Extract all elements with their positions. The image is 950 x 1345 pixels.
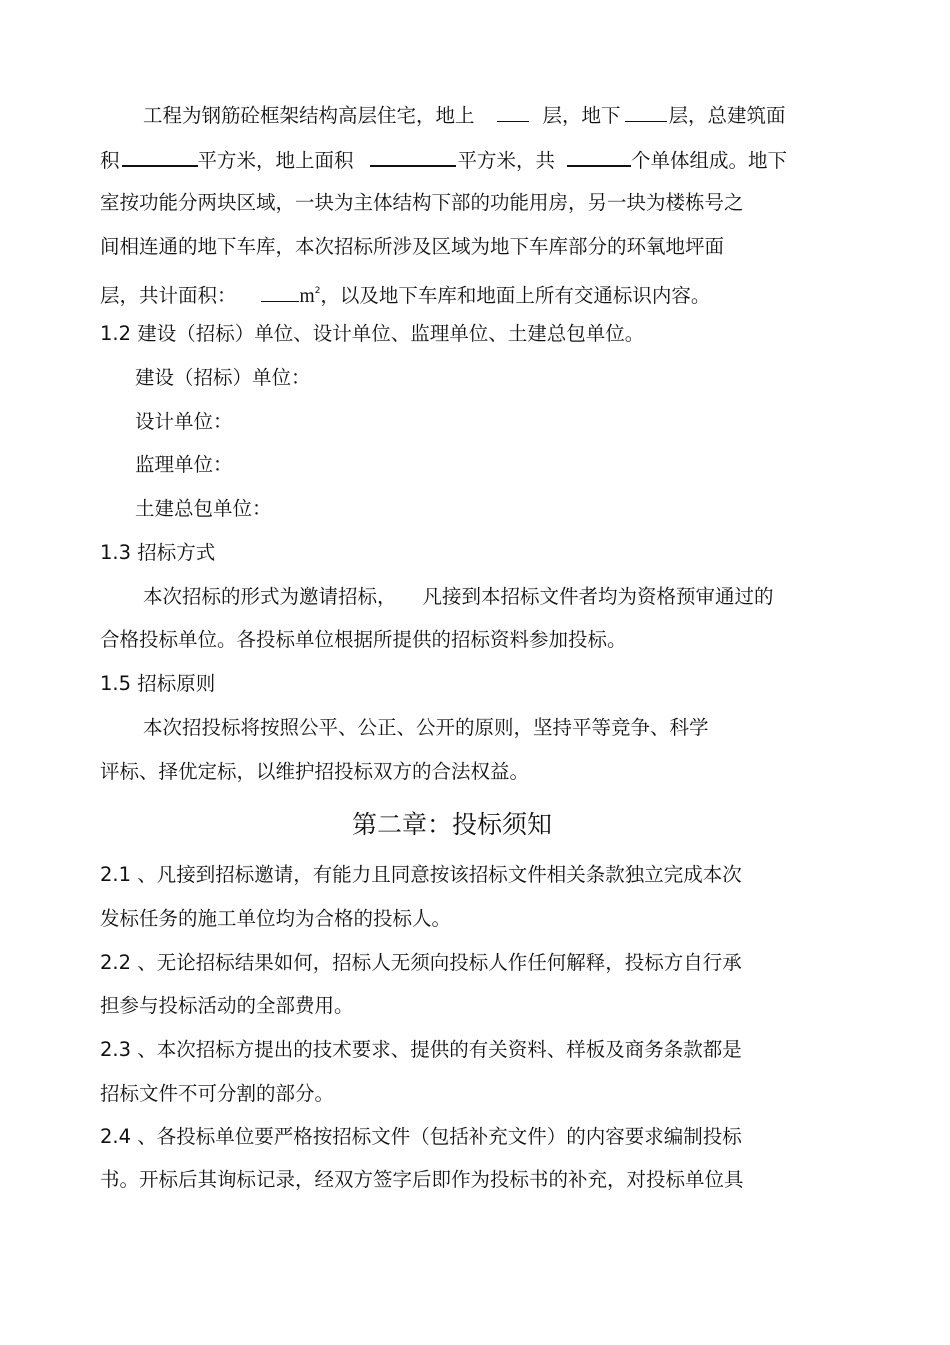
intro-text: 层，地下 <box>542 104 621 127</box>
blank-floors-above <box>497 101 529 122</box>
unit-superscript: 2 <box>314 286 321 296</box>
section-1-5-heading: 1.5 招标原则 <box>100 672 216 695</box>
section-1-2-heading: 1.2 建设（招标）单位、设计单位、监理单位、土建总包单位。 <box>100 322 645 345</box>
intro-text: 平方米，地上面积 <box>197 149 354 172</box>
intro-text: 层，共计面积： <box>100 284 237 307</box>
item-2-1-line-2: 发标任务的施工单位均为合格的投标人。 <box>100 907 452 930</box>
section-1-3-heading: 1.3 招标方式 <box>100 541 216 564</box>
item-2-2-line-2: 担参与投标活动的全部费用。 <box>100 994 354 1017</box>
intro-text: 工程为钢筋砼框架结构高层住宅，地上 <box>143 104 475 127</box>
intro-line-3: 室按功能分两块区域，一块为主体结构下部的功能用房，另一块为楼栋号之 <box>100 191 744 214</box>
blank-epoxy-area <box>261 281 299 302</box>
owner-unit-label: 建设（招标）单位： <box>135 366 311 389</box>
section-1-3-line-2: 合格投标单位。各投标单位根据所提供的招标资料参加投标。 <box>100 628 627 651</box>
section-1-5-line-2: 评标、择优定标，以维护招投标双方的合法权益。 <box>100 760 530 783</box>
intro-text: 积 <box>100 149 120 172</box>
intro-line-4: 间相连通的地下车库，本次招标所涉及区域为地下车库部分的环氧地坪面 <box>100 235 725 258</box>
designer-unit-label: 设计单位： <box>135 410 233 433</box>
intro-text: 层，总建筑面 <box>668 104 786 127</box>
unit-text: m <box>299 286 315 307</box>
item-2-4-line-1: 2.4 、各投标单位要严格按招标文件（包括补充文件）的内容要求编制投标 <box>100 1125 742 1148</box>
intro-text: ，以及地下车库和地面上所有交通标识内容。 <box>320 284 711 307</box>
item-2-3-line-2: 招标文件不可分割的部分。 <box>100 1082 335 1105</box>
item-2-4-line-2: 书。开标后其询标记录，经双方签字后即作为投标书的补充，对投标单位具 <box>100 1168 744 1191</box>
item-2-2-line-1: 2.2 、无论招标结果如何，招标人无须向投标人作任何解释，投标方自行承 <box>100 951 742 974</box>
item-2-1-line-1: 2.1 、凡接到招标邀请，有能力且同意按该招标文件相关条款独立完成本次 <box>100 863 742 886</box>
contractor-unit-label: 土建总包单位： <box>135 497 272 520</box>
intro-text: 个单体组成。地下 <box>631 149 788 172</box>
blank-total-area <box>122 145 198 167</box>
paragraph-text: 凡接到本招标文件者均为资格预审通过的 <box>422 585 774 608</box>
item-2-3-line-1: 2.3 、本次招标方提出的技术要求、提供的有关资料、样板及商务条款都是 <box>100 1038 742 1061</box>
intro-line-5 <box>100 277 710 305</box>
section-1-3-line-1 <box>143 583 774 611</box>
chapter-2-title: 第二章：投标须知 <box>352 810 553 839</box>
section-1-5-line-1: 本次招投标将按照公平、公正、公开的原则，坚持平等竞争、科学 <box>143 716 709 739</box>
blank-above-ground-area <box>370 145 456 167</box>
blank-floors-below <box>625 101 667 122</box>
blank-building-count <box>567 145 631 167</box>
intro-line-2 <box>100 145 787 173</box>
paragraph-text: 本次招标的形式为邀请招标， <box>143 585 397 608</box>
intro-line-1 <box>143 101 786 129</box>
supervisor-unit-label: 监理单位： <box>135 453 233 476</box>
intro-text: 平方米，共 <box>457 149 556 172</box>
